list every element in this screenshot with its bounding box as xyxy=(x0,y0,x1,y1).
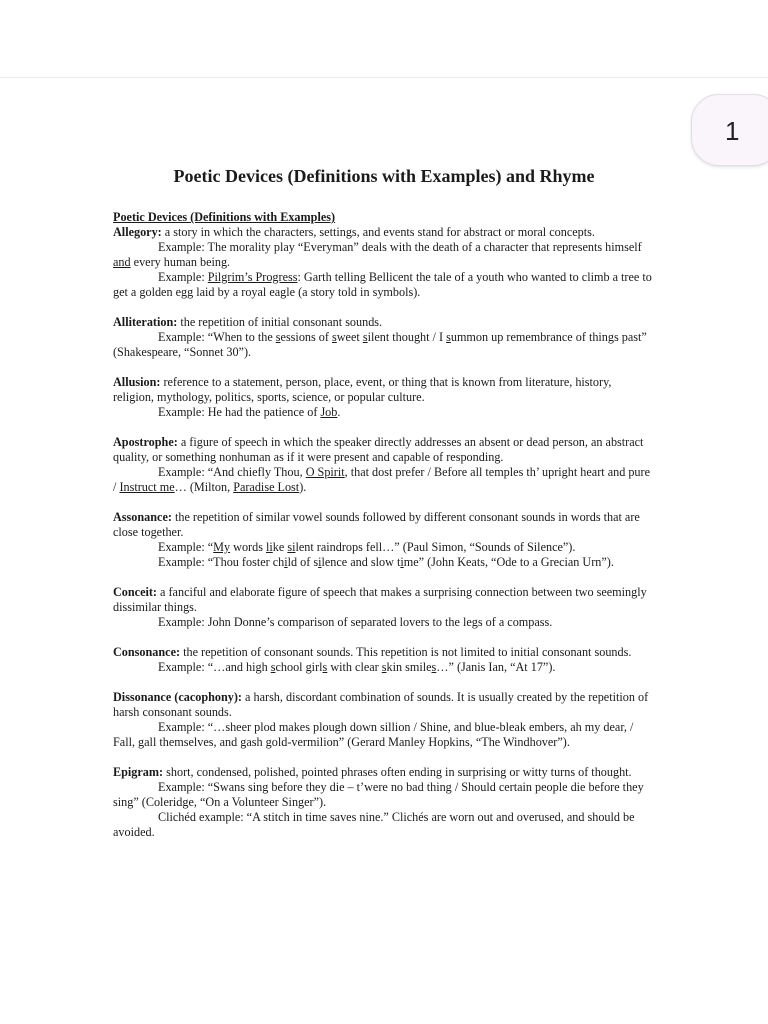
page-number-badge xyxy=(691,94,768,166)
example: Example: “And chiefly Thou, O Spirit, that dost prefer / Before all temples th’ upright heart and pure / Instruct me… (Milton, Paradise Lost). xyxy=(113,465,650,494)
example: Clichéd example: “A stitch in time saves nine.” Clichés are worn out and overused, and should be avoided. xyxy=(113,810,635,839)
term: Allegory: xyxy=(113,225,162,239)
definition: Epigram: short, condensed, polished, pointed phrases often ending in surprising or witty turns of thought. xyxy=(113,765,632,779)
entry-consonance xyxy=(113,645,653,675)
definition: Alliteration: the repetition of initial consonant sounds. xyxy=(113,315,383,329)
document-body xyxy=(113,210,653,855)
example: Example: Pilgrim’s Progress: Garth telling Bellicent the tale of a youth who wanted to climb a tree to get a golden egg laid by a royal eagle (a story told in symbols). xyxy=(113,270,652,299)
term: Dissonance (cacophony): xyxy=(113,690,242,704)
example: Example: “Thou foster child of silence and slow time” (John Keats, “Ode to a Grecian Urn”). xyxy=(158,555,614,569)
top-divider xyxy=(0,77,768,78)
definition: Allusion: reference to a statement, person, place, event, or thing that is known from literature, history, religion, mythology, politics, sports, science, or popular culture. xyxy=(113,375,612,404)
document-title: Poetic Devices (Definitions with Examples) and Rhyme xyxy=(173,166,595,186)
entry-dissonance xyxy=(113,690,653,750)
example: Example: “My words like silent raindrops fell…” (Paul Simon, “Sounds of Silence”). xyxy=(158,540,576,554)
example: Example: “Swans sing before they die – t’were no bad thing / Should certain people die before they sing” (Coleridge, “On a Volunteer Singer”). xyxy=(113,780,644,809)
entry-assonance xyxy=(113,510,653,570)
example: Example: He had the patience of Job. xyxy=(158,405,341,419)
entry-allusion xyxy=(113,375,653,420)
page-number: 1 xyxy=(725,116,740,146)
definition: Allegory: a story in which the characters, settings, and events stand for abstract or moral concepts. xyxy=(113,225,595,239)
example: Example: “…and high school girls with clear skin smiles…” (Janis Ian, “At 17”). xyxy=(158,660,556,674)
example: Example: “…sheer plod makes plough down sillion / Shine, and blue-bleak embers, ah my dear, / Fall, gall themselves, and gash gold-vermilion” (Gerard Manley Hopkins, “The Windhover”). xyxy=(113,720,634,749)
term: Apostrophe: xyxy=(113,435,178,449)
entry-conceit xyxy=(113,585,653,630)
definition: Apostrophe: a figure of speech in which the speaker directly addresses an absent or dead person, an abstract quality, or something nonhuman as if it were present and capable of responding. xyxy=(113,435,644,464)
definition: Assonance: the repetition of similar vowel sounds followed by different consonant sounds in words that are close together. xyxy=(113,510,640,539)
section-heading: Poetic Devices (Definitions with Examples) xyxy=(113,210,336,224)
entry-epigram xyxy=(113,765,653,840)
entry-allegory xyxy=(113,210,653,300)
entry-alliteration xyxy=(113,315,653,360)
term: Epigram: xyxy=(113,765,164,779)
term: Consonance: xyxy=(113,645,181,659)
entry-apostrophe xyxy=(113,435,653,495)
definition: Dissonance (cacophony): a harsh, discordant combination of sounds. It is usually created by the repetition of harsh consonant sounds. xyxy=(113,690,649,719)
definition: Consonance: the repetition of consonant sounds. This repetition is not limited to initial consonant sounds. xyxy=(113,645,632,659)
example: Example: The morality play “Everyman” deals with the death of a character that represents himself and every human being. xyxy=(113,240,642,269)
example: Example: John Donne’s comparison of separated lovers to the legs of a compass. xyxy=(158,615,553,629)
term: Alliteration: xyxy=(113,315,178,329)
definition: Conceit: a fanciful and elaborate figure of speech that makes a surprising connection between two seemingly dissimilar things. xyxy=(113,585,647,614)
term: Assonance: xyxy=(113,510,172,524)
term: Conceit: xyxy=(113,585,157,599)
term: Allusion: xyxy=(113,375,161,389)
example: Example: “When to the sessions of sweet silent thought / I summon up remembrance of things past” (Shakespeare, “Sonnet 30”). xyxy=(113,330,647,359)
